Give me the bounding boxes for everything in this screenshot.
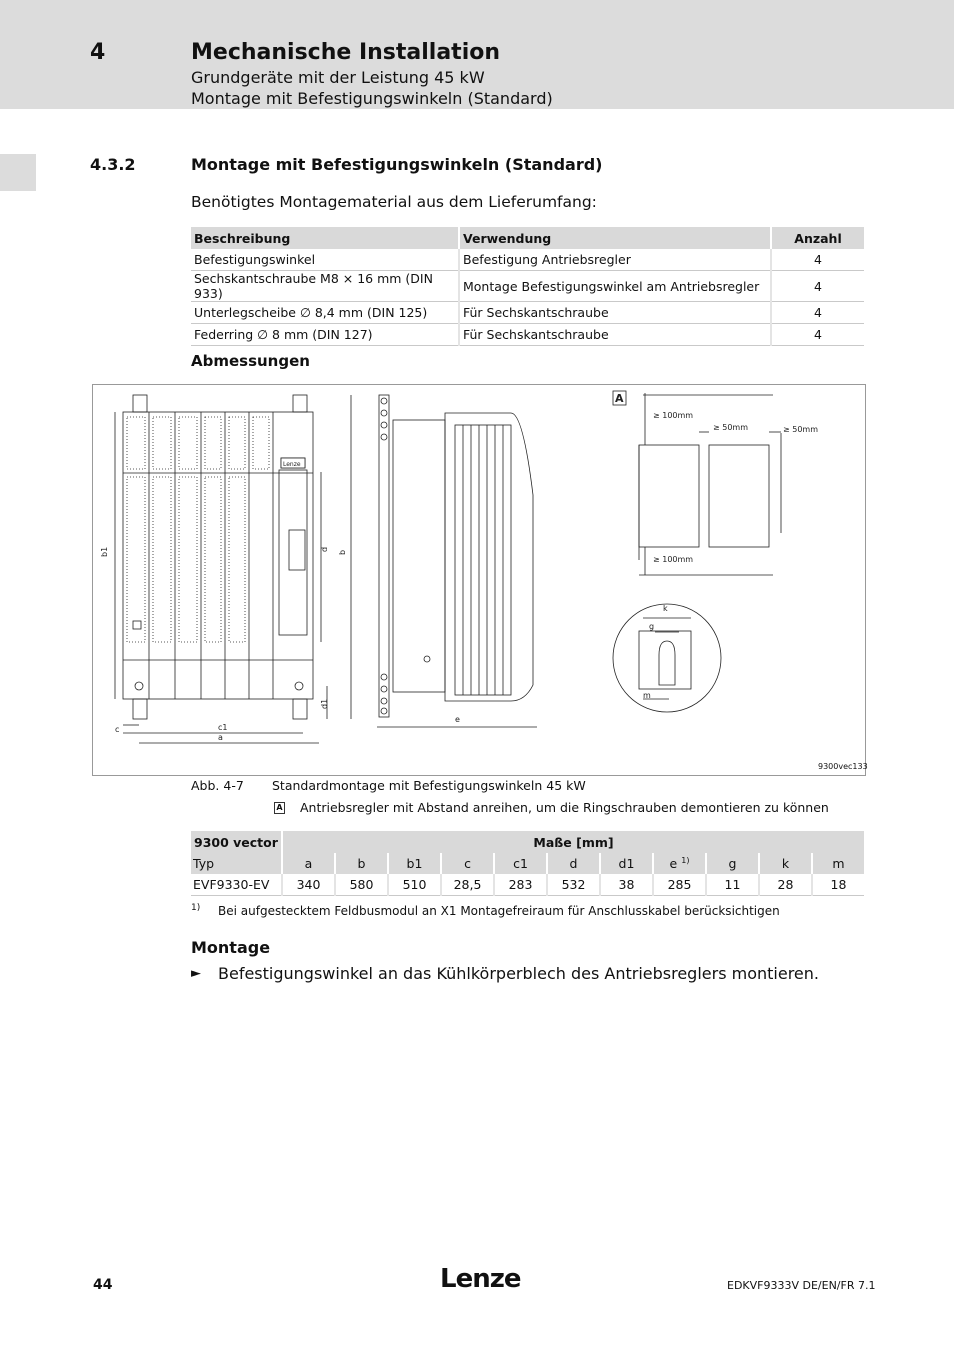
table-cell: 4 — [771, 271, 864, 302]
table-cell: 510 — [388, 874, 441, 896]
measure-header: Maße [mm] — [282, 831, 864, 853]
table-cell: Befestigungswinkel — [191, 249, 459, 271]
chapter-subtitle-1: Grundgeräte mit der Leistung 45 kW — [191, 68, 485, 87]
spacing-unit-left — [639, 445, 699, 547]
col-b: b — [335, 853, 388, 874]
col-e-label: e — [669, 856, 678, 872]
caption-text: Standardmontage mit Befestigungswinkeln 45 kW — [272, 778, 586, 793]
col-d1: d1 — [600, 853, 653, 874]
footnote-text: Bei aufgestecktem Feldbusmodul an X1 Montagefreiraum für Anschlusskabel berücksichtigen — [218, 904, 780, 918]
table-cell: 28 — [759, 874, 812, 896]
table-row — [191, 324, 864, 346]
col-b1: b1 — [388, 853, 441, 874]
table-cell: Für Sechskantschraube — [459, 302, 771, 324]
col-m: m — [812, 853, 864, 874]
dimensions-column-row — [191, 853, 864, 874]
table-cell: 340 — [282, 874, 335, 896]
dimensions-heading: Abmessungen — [191, 352, 310, 370]
spacing-right: ≥ 50mm — [783, 425, 819, 434]
product-header: 9300 vector — [191, 831, 282, 853]
label-g: g — [649, 622, 655, 631]
label-b1: b1 — [100, 546, 109, 557]
table-cell: 4 — [771, 324, 864, 346]
col-c: c — [441, 853, 494, 874]
table-cell: 532 — [547, 874, 600, 896]
col-k: k — [759, 853, 812, 874]
label-k: k — [663, 604, 668, 613]
side-tab-marker — [0, 154, 36, 191]
label-a: a — [218, 733, 223, 742]
table-cell: 4 — [771, 302, 864, 324]
chapter-title: Mechanische Installation — [191, 40, 501, 65]
label-c1: c1 — [218, 723, 228, 732]
materials-header-row — [191, 227, 864, 249]
table-cell: EVF9330-EV — [191, 874, 282, 896]
table-cell: 28,5 — [441, 874, 494, 896]
section-number: 4.3.2 — [90, 155, 136, 174]
footnote-mark: 1) — [191, 903, 201, 913]
table-cell: Federring ∅ 8 mm (DIN 127) — [191, 324, 459, 346]
col-header: Beschreibung — [191, 227, 459, 249]
label-e: e — [455, 715, 460, 724]
col-e-footnote: 1) — [681, 855, 690, 865]
col-header: Anzahl — [771, 227, 864, 249]
label-c: c — [115, 725, 120, 734]
materials-table — [191, 227, 864, 346]
chapter-subtitle-2: Montage mit Befestigungswinkeln (Standard) — [191, 89, 553, 108]
label-m: m — [643, 691, 651, 700]
table-cell: Sechskantschraube M8 × 16 mm (DIN 933) — [191, 271, 459, 302]
figure-box-label: A — [615, 392, 624, 405]
section-title: Montage mit Befestigungswinkeln (Standard) — [191, 155, 603, 174]
document-id: EDKVF9333V DE/EN/FR 7.1 — [727, 1279, 876, 1292]
bullet-arrow-icon: ► — [191, 966, 201, 981]
col-e — [653, 853, 706, 874]
col-c1: c1 — [494, 853, 547, 874]
note-label: A — [274, 802, 285, 814]
table-cell: 38 — [600, 874, 653, 896]
drawing-svg — [93, 385, 865, 775]
table-cell: Montage Befestigungswinkel am Antriebsregler — [459, 271, 771, 302]
note-text: Antriebsregler mit Abstand anreihen, um die Ringschrauben demontieren zu können — [300, 800, 829, 815]
spacing-bottom: ≥ 100mm — [653, 555, 694, 564]
table-row — [191, 249, 864, 271]
montage-heading: Montage — [191, 938, 271, 957]
label-d: d — [320, 546, 329, 552]
table-cell: 4 — [771, 249, 864, 271]
page-number: 44 — [93, 1277, 113, 1293]
table-row — [191, 874, 864, 896]
dimensions-table — [191, 831, 864, 896]
dimension-drawing — [92, 384, 866, 776]
section-intro: Benötigtes Montagematerial aus dem Lieferumfang: — [191, 193, 597, 211]
table-cell: 580 — [335, 874, 388, 896]
table-cell: 18 — [812, 874, 864, 896]
detail-circle — [613, 604, 721, 712]
table-cell: Für Sechskantschraube — [459, 324, 771, 346]
spacing-top: ≥ 100mm — [653, 411, 694, 420]
dimensions-header-row — [191, 831, 864, 853]
table-cell: 285 — [653, 874, 706, 896]
side-view-bracket — [379, 395, 389, 717]
col-g: g — [706, 853, 759, 874]
spacing-unit-right — [709, 445, 769, 547]
front-view-outline — [123, 412, 313, 699]
table-cell: Befestigung Antriebsregler — [459, 249, 771, 271]
device-logo: Lenze — [283, 461, 301, 468]
chapter-number: 4 — [90, 40, 106, 65]
caption-number: Abb. 4-7 — [191, 778, 244, 793]
table-row — [191, 271, 864, 302]
type-label: Typ — [191, 853, 282, 874]
table-row — [191, 302, 864, 324]
label-b: b — [338, 549, 347, 555]
col-d: d — [547, 853, 600, 874]
lenze-logo: Lenze — [440, 1264, 521, 1294]
label-d1: d1 — [320, 698, 329, 709]
col-a: a — [282, 853, 335, 874]
spacing-middle: ≥ 50mm — [713, 423, 749, 432]
col-header: Verwendung — [459, 227, 771, 249]
table-cell: 11 — [706, 874, 759, 896]
table-cell: 283 — [494, 874, 547, 896]
montage-instruction: Befestigungswinkel an das Kühlkörperblech des Antriebsreglers montieren. — [218, 964, 819, 983]
table-cell: Unterlegscheibe ∅ 8,4 mm (DIN 125) — [191, 302, 459, 324]
figure-code: 9300vec133 — [818, 762, 868, 771]
